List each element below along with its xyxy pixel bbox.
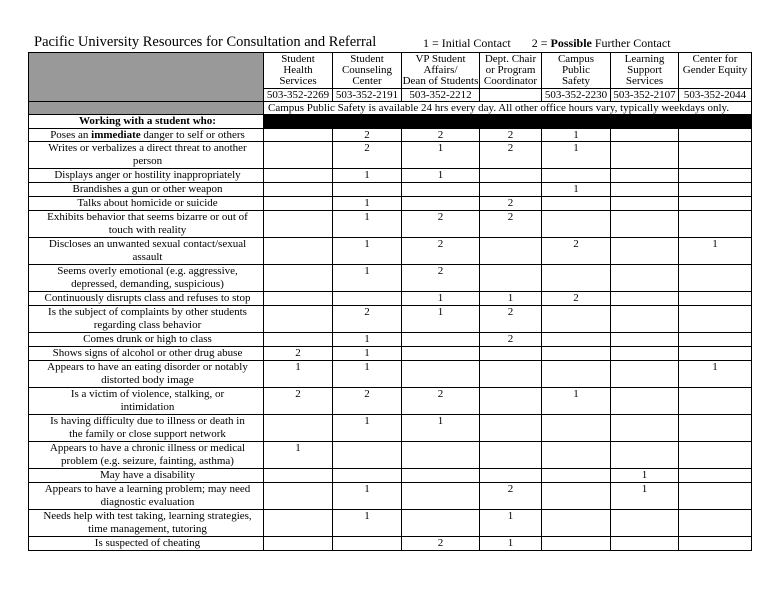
cell-value: [480, 388, 542, 415]
row-label-line: assault: [132, 251, 163, 263]
cell-value: [264, 129, 333, 142]
cell-value: [542, 415, 611, 442]
column-phone: [480, 89, 542, 102]
table-row: [29, 142, 752, 169]
cell-value: [611, 211, 679, 238]
legend-further-prefix: 2 =: [531, 36, 551, 50]
row-label: [29, 197, 264, 211]
row-label-line: Appears to have a chronic illness or medical: [49, 442, 246, 454]
table-row: [29, 238, 752, 265]
cell-value: 2: [542, 238, 611, 265]
cell-value: 2: [480, 483, 542, 510]
cell-value: [402, 183, 480, 197]
legend-further-suffix: Further Contact: [591, 36, 671, 50]
row-label: [29, 265, 264, 292]
column-header-line: VP Student: [415, 53, 466, 65]
cell-value: [679, 142, 752, 169]
table-row: [29, 265, 752, 292]
cell-value: [333, 537, 402, 551]
table-row: [29, 197, 752, 211]
cell-value: [679, 306, 752, 333]
cell-value: [264, 265, 333, 292]
column-phone: 503-352-2191: [333, 89, 402, 102]
cell-value: [264, 537, 333, 551]
cell-value: 1: [542, 142, 611, 169]
header-corner: [29, 53, 264, 102]
row-label-line: problem (e.g. seizure, fainting, asthma): [61, 455, 234, 467]
cell-value: 2: [480, 142, 542, 169]
cell-value: 2: [264, 388, 333, 415]
cell-value: 1: [333, 265, 402, 292]
cell-value: [611, 197, 679, 211]
header-row: [29, 53, 752, 89]
row-label: [29, 442, 264, 469]
row-label-line: depressed, demanding, suspicious): [71, 278, 224, 290]
row-label: [29, 510, 264, 537]
column-header-line: Dept. Chair: [484, 53, 537, 65]
column-phone: 503-352-2212: [402, 89, 480, 102]
cell-value: [611, 361, 679, 388]
row-label: [29, 388, 264, 415]
cell-value: [264, 169, 333, 183]
cell-value: [264, 238, 333, 265]
row-label-line: diagnostic evaluation: [100, 496, 195, 508]
column-header-line: Center for: [692, 53, 738, 65]
cell-value: [611, 415, 679, 442]
cell-value: [264, 469, 333, 483]
table-row: [29, 442, 752, 469]
row-label-part: Poses an: [50, 129, 92, 141]
cell-value: [679, 510, 752, 537]
row-label: [29, 415, 264, 442]
table-row: [29, 361, 752, 388]
cell-value: [542, 197, 611, 211]
row-label: [29, 211, 264, 238]
cell-value: 2: [333, 142, 402, 169]
cell-value: [264, 211, 333, 238]
cell-value: [611, 292, 679, 306]
cell-value: 1: [333, 333, 402, 347]
row-label-line: Discloses an unwanted sexual contact/sexual: [48, 238, 247, 250]
page-title: Pacific University Resources for Consultation and Referral: [34, 34, 377, 50]
column-header-line: Services: [279, 75, 317, 87]
cell-value: [402, 483, 480, 510]
cell-value: 1: [333, 238, 402, 265]
cell-value: [679, 129, 752, 142]
cell-value: [264, 306, 333, 333]
column-header-line: Center: [352, 75, 382, 87]
row-label-line: May have a disability: [99, 469, 195, 481]
cell-value: [679, 469, 752, 483]
cell-value: [679, 197, 752, 211]
cell-value: [611, 510, 679, 537]
cell-value: [264, 197, 333, 211]
cell-value: [611, 306, 679, 333]
column-header-line: Public: [561, 64, 591, 76]
row-label-line: Continuously disrupts class and refuses to stop: [44, 292, 251, 304]
row-label-line: Is the subject of complaints by other students: [48, 306, 247, 318]
section-heading: Working with a student who:: [29, 115, 264, 129]
cell-value: [480, 183, 542, 197]
column-header: [402, 53, 480, 89]
cell-value: 2: [333, 388, 402, 415]
row-label: [29, 238, 264, 265]
cell-value: [611, 169, 679, 183]
row-label: [29, 129, 264, 142]
table-row: [29, 347, 752, 361]
cell-value: 2: [402, 238, 480, 265]
cell-value: [480, 469, 542, 483]
row-label-line: distorted body image: [101, 374, 194, 386]
legend-initial: 1 = Initial Contact: [423, 36, 511, 50]
table-row: [29, 537, 752, 551]
row-label-line: Is a victim of violence, stalking, or: [70, 388, 225, 400]
cell-value: 2: [480, 333, 542, 347]
cell-value: 1: [402, 306, 480, 333]
column-phone: 503-352-2230: [542, 89, 611, 102]
cell-value: [264, 183, 333, 197]
cell-value: [480, 265, 542, 292]
cell-value: 1: [402, 169, 480, 183]
row-label: [29, 306, 264, 333]
column-header: [333, 53, 402, 89]
row-label-line: Appears to have a learning problem; may need: [44, 483, 251, 495]
cell-value: [679, 292, 752, 306]
cell-value: [611, 347, 679, 361]
cell-value: [333, 442, 402, 469]
cell-value: 1: [333, 197, 402, 211]
cell-value: [480, 238, 542, 265]
cell-value: [542, 537, 611, 551]
cell-value: 1: [333, 347, 402, 361]
row-label-line: Exhibits behavior that seems bizarre or out of: [47, 211, 248, 223]
cell-value: [679, 211, 752, 238]
black-bar: [264, 115, 752, 129]
row-label-emphasis: immediate: [91, 129, 141, 141]
cell-value: 2: [480, 129, 542, 142]
row-label: [29, 142, 264, 169]
cell-value: 1: [679, 361, 752, 388]
row-label-line: Brandishes a gun or other weapon: [72, 183, 223, 195]
row-label-line: Is having difficulty due to illness or death in: [50, 415, 245, 427]
cell-value: 1: [679, 238, 752, 265]
cell-value: [402, 333, 480, 347]
cell-value: 2: [264, 347, 333, 361]
cell-value: [611, 129, 679, 142]
cell-value: [611, 442, 679, 469]
cell-value: 1: [611, 483, 679, 510]
column-header: [480, 53, 542, 89]
cell-value: [611, 238, 679, 265]
row-label-line: the family or close support network: [69, 428, 226, 440]
row-label-line: person: [132, 155, 163, 167]
cell-value: 1: [264, 442, 333, 469]
cell-value: 1: [542, 183, 611, 197]
table-row: [29, 306, 752, 333]
cell-value: 1: [333, 510, 402, 537]
row-label-line: regarding class behavior: [93, 319, 202, 331]
column-header-line: Safety: [561, 75, 591, 87]
cell-value: [611, 265, 679, 292]
cell-value: [480, 347, 542, 361]
row-label-line: Appears to have an eating disorder or notably: [47, 361, 248, 373]
cell-value: [480, 442, 542, 469]
cell-value: [611, 142, 679, 169]
cell-value: [542, 169, 611, 183]
cell-value: 2: [480, 306, 542, 333]
cell-value: [542, 333, 611, 347]
column-header: [264, 53, 333, 89]
cell-value: [264, 510, 333, 537]
column-header: [679, 53, 752, 89]
row-label-line: Talks about homicide or suicide: [77, 197, 218, 209]
table-row: [29, 129, 752, 142]
column-phone: 503-352-2107: [611, 89, 679, 102]
cell-value: [264, 415, 333, 442]
note-blank: [29, 102, 264, 115]
row-label-line: Comes drunk or high to class: [83, 333, 212, 345]
cell-value: [679, 415, 752, 442]
column-phone: 503-352-2269: [264, 89, 333, 102]
cell-value: [402, 469, 480, 483]
column-header-line: Dean of Students: [402, 75, 479, 87]
cell-value: [679, 483, 752, 510]
table-row: [29, 183, 752, 197]
cell-value: [333, 469, 402, 483]
row-label: [29, 361, 264, 388]
cell-value: 1: [333, 361, 402, 388]
row-label: [29, 333, 264, 347]
cell-value: [402, 197, 480, 211]
cell-value: [264, 483, 333, 510]
section-heading-row: [29, 115, 752, 129]
table-row: [29, 211, 752, 238]
row-label: [29, 292, 264, 306]
cell-value: 2: [402, 211, 480, 238]
cell-value: [611, 333, 679, 347]
cell-value: [611, 537, 679, 551]
cell-value: [542, 483, 611, 510]
cell-value: 2: [333, 306, 402, 333]
cell-value: [542, 361, 611, 388]
column-header-line: Support: [627, 64, 662, 76]
cell-value: [402, 361, 480, 388]
cell-value: 2: [402, 129, 480, 142]
cell-value: [480, 415, 542, 442]
cell-value: 1: [402, 142, 480, 169]
cell-value: [679, 333, 752, 347]
cell-value: 1: [542, 388, 611, 415]
cell-value: 1: [542, 129, 611, 142]
table-row: [29, 388, 752, 415]
row-label: [29, 169, 264, 183]
column-header-line: Counseling: [341, 64, 393, 76]
row-label: [29, 347, 264, 361]
cell-value: [264, 292, 333, 306]
column-header-line: or Program: [485, 64, 536, 76]
table-row: [29, 292, 752, 306]
cell-value: [264, 333, 333, 347]
cell-value: [679, 388, 752, 415]
column-header-line: Health: [283, 64, 313, 76]
row-label: [29, 469, 264, 483]
cell-value: [611, 183, 679, 197]
cell-value: 1: [480, 537, 542, 551]
row-label-line: time management, tutoring: [88, 523, 207, 535]
legend-further-bold: Possible: [550, 36, 592, 50]
column-phone: 503-352-2044: [679, 89, 752, 102]
cell-value: 1: [264, 361, 333, 388]
table-row: [29, 469, 752, 483]
table-row: [29, 415, 752, 442]
cell-value: 1: [611, 469, 679, 483]
cell-value: [542, 211, 611, 238]
cell-value: 1: [480, 510, 542, 537]
cell-value: [542, 265, 611, 292]
cell-value: [679, 347, 752, 361]
cell-value: [402, 442, 480, 469]
column-header: [611, 53, 679, 89]
cell-value: 1: [333, 415, 402, 442]
cell-value: [542, 510, 611, 537]
column-header-line: Learning: [624, 53, 665, 65]
cell-value: [679, 169, 752, 183]
cell-value: 2: [542, 292, 611, 306]
note-row: [29, 102, 752, 115]
column-header-line: Coordinator: [483, 75, 538, 87]
cell-value: 2: [333, 129, 402, 142]
cell-value: [679, 183, 752, 197]
column-header-line: Services: [625, 75, 664, 87]
row-label-part: danger to self or others: [140, 129, 245, 141]
row-label-line: Is suspected of cheating: [94, 537, 201, 549]
cell-value: [542, 306, 611, 333]
table-row: [29, 510, 752, 537]
row-label: [29, 537, 264, 551]
referral-table: [28, 52, 752, 551]
row-label: [29, 183, 264, 197]
cell-value: [542, 347, 611, 361]
cell-value: [542, 469, 611, 483]
table-row: [29, 483, 752, 510]
table-row: [29, 333, 752, 347]
cell-value: [402, 510, 480, 537]
cell-value: 2: [402, 537, 480, 551]
cell-value: 1: [480, 292, 542, 306]
table-row: [29, 169, 752, 183]
row-label-line: Displays anger or hostility inappropriately: [54, 169, 241, 181]
column-header-line: Gender Equity: [682, 64, 748, 76]
cell-value: [679, 265, 752, 292]
row-label-line: intimidation: [120, 401, 175, 413]
cell-value: 1: [333, 169, 402, 183]
cell-value: 2: [402, 265, 480, 292]
cell-value: 1: [402, 292, 480, 306]
cell-value: [333, 292, 402, 306]
cell-value: 2: [480, 197, 542, 211]
cell-value: [264, 142, 333, 169]
column-header-line: Student: [350, 53, 384, 65]
cell-value: [679, 442, 752, 469]
cell-value: [542, 442, 611, 469]
cell-value: [480, 169, 542, 183]
legend: [423, 36, 671, 51]
column-header: [542, 53, 611, 89]
column-header-line: Affairs/: [423, 64, 458, 76]
row-label-line: touch with reality: [108, 224, 187, 236]
cell-value: [611, 388, 679, 415]
column-header-line: Student: [281, 53, 315, 65]
cell-value: 2: [480, 211, 542, 238]
row-label-line: Needs help with test taking, learning strategies,: [43, 510, 252, 522]
cell-value: 1: [333, 211, 402, 238]
row-label-line: Shows signs of alcohol or other drug abuse: [52, 347, 243, 359]
row-label-line: Writes or verbalizes a direct threat to another: [48, 142, 247, 154]
cell-value: [402, 347, 480, 361]
legend-further: [532, 36, 671, 50]
row-label: [29, 483, 264, 510]
row-label-line: Seems overly emotional (e.g. aggressive,: [57, 265, 238, 277]
cell-value: [333, 183, 402, 197]
cell-value: 2: [402, 388, 480, 415]
cell-value: 1: [402, 415, 480, 442]
cell-value: [480, 361, 542, 388]
availability-note: Campus Public Safety is available 24 hrs every day. All other office hours vary, typically weekdays only.: [264, 102, 752, 115]
cell-value: [679, 537, 752, 551]
column-header-line: Campus: [557, 53, 595, 65]
cell-value: 1: [333, 483, 402, 510]
